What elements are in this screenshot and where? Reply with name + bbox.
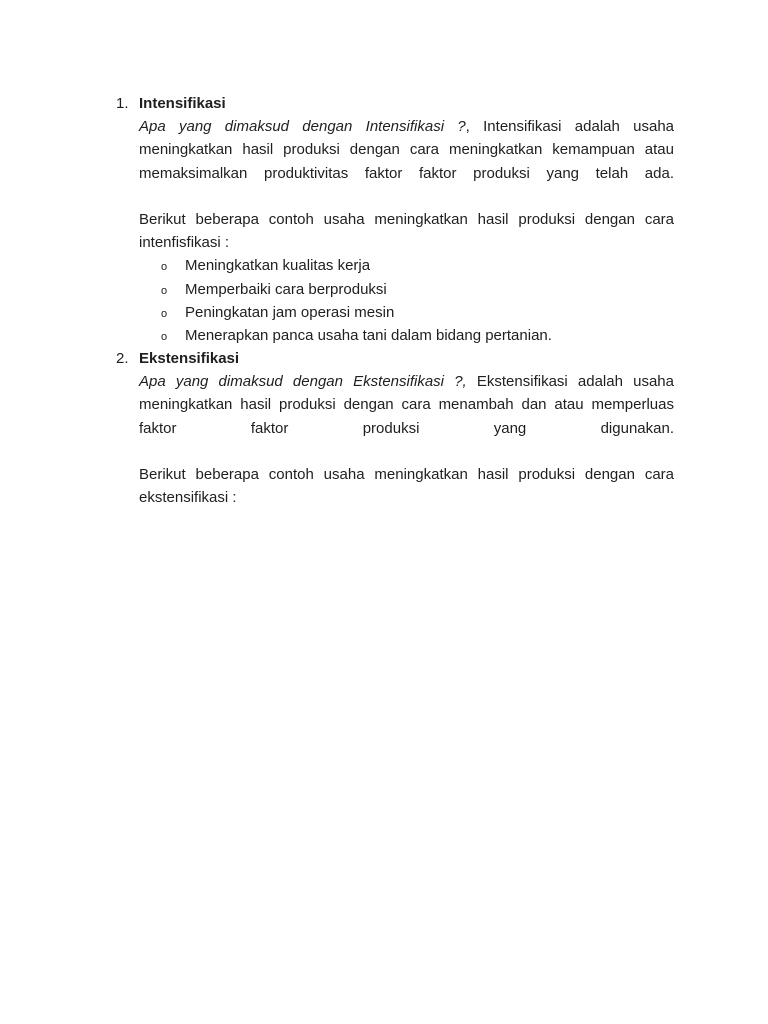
section-heading: Intensifikasi <box>139 95 226 112</box>
section-heading-row <box>116 92 676 115</box>
list-item-text: Peningkatan jam operasi mesin <box>185 304 395 322</box>
definition-question: Apa yang dimaksud dengan Ekstensifikasi ?, <box>139 373 467 390</box>
definition-text: , Intensifikasi adalah usaha meningkatkan hasil produksi dengan cara meningkatkan kemampuan atau memaksimalkan produktivitas faktor faktor produksi yang telah ada. <box>139 118 675 182</box>
section-number: 2. <box>116 350 129 367</box>
definition-text: Ekstensifikasi adalah usaha meningkatkan hasil produksi dengan cara menambah dan atau memperluas faktor faktor produksi yang digunakan. <box>139 373 674 437</box>
section-ekstensifikasi <box>116 347 676 509</box>
definition-paragraph <box>139 370 674 440</box>
list-item <box>161 254 674 277</box>
definition-question: Apa yang dimaksud dengan Intensifikasi ? <box>139 118 466 135</box>
definition-paragraph <box>139 115 674 185</box>
bullet-icon: o <box>161 261 168 274</box>
examples-intro: Berikut beberapa contoh usaha meningkatkan hasil produksi dengan cara intenfisfikasi : <box>139 210 674 252</box>
bullet-icon: o <box>161 308 168 321</box>
list-item <box>161 278 674 301</box>
examples-intro: Berikut beberapa contoh usaha meningkatkan hasil produksi dengan cara ekstensifikasi : <box>139 465 674 507</box>
section-body <box>139 115 674 348</box>
list-item <box>161 301 674 324</box>
list-item-text: Meningkatkan kualitas kerja <box>185 257 371 275</box>
paragraph-gap <box>139 440 674 463</box>
list-item <box>161 324 674 347</box>
paragraph-gap <box>139 185 674 208</box>
bullet-icon: o <box>161 331 168 344</box>
section-number: 1. <box>116 95 129 112</box>
list-item-text: Menerapkan panca usaha tani dalam bidang pertanian. <box>185 327 552 345</box>
list-item-text: Memperbaiki cara berproduksi <box>185 280 387 298</box>
section-heading: Ekstensifikasi <box>139 350 240 367</box>
bullet-icon: o <box>161 284 168 297</box>
section-body <box>139 370 674 509</box>
section-heading-row <box>116 347 676 370</box>
section-intensifikasi <box>116 92 676 348</box>
examples-list <box>161 254 674 347</box>
